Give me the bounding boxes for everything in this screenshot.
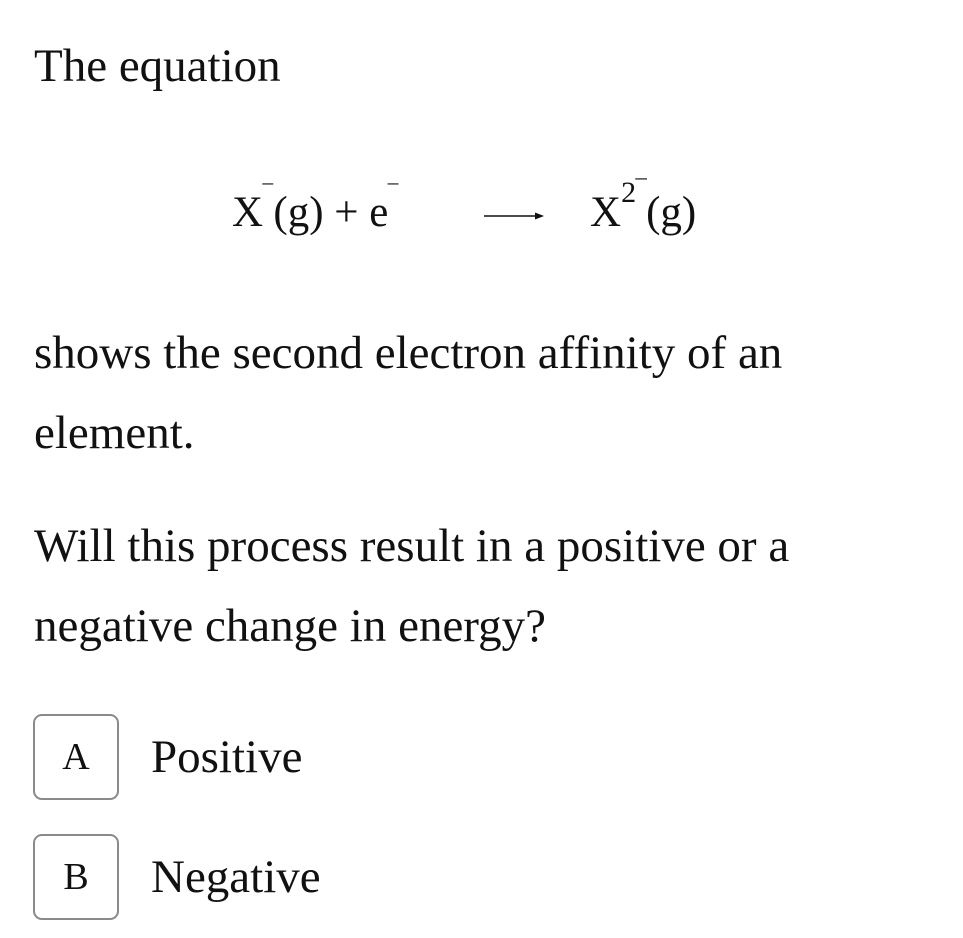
- question-statement: shows the second electron affinity of an element.: [34, 327, 783, 459]
- product-symbol: X: [590, 189, 622, 236]
- electron-charge: ‾: [388, 182, 399, 213]
- option-b-letter-box[interactable]: B: [33, 834, 119, 920]
- equation-product: [590, 178, 696, 252]
- option-b[interactable]: [33, 834, 321, 920]
- equation-reactants: [232, 178, 399, 253]
- option-b-label[interactable]: Negative: [151, 851, 321, 903]
- option-a[interactable]: [33, 714, 302, 800]
- option-a-label[interactable]: Positive: [151, 731, 303, 783]
- question-intro: The equation: [34, 40, 281, 92]
- reactant-symbol: X: [232, 189, 264, 236]
- plus-sign: +: [323, 189, 370, 236]
- reactant-charge: ‾: [263, 182, 274, 213]
- option-a-letter-box[interactable]: A: [33, 714, 119, 800]
- electron-symbol: e: [369, 189, 389, 236]
- product-charge: 2‾: [621, 176, 647, 209]
- chemical-equation: [228, 178, 788, 248]
- reactant-state: (g): [273, 189, 324, 236]
- reaction-arrow-icon: [484, 211, 544, 221]
- product-state: (g): [646, 189, 697, 236]
- question-prompt: Will this process result in a positive or a negative change in energy?: [34, 520, 790, 652]
